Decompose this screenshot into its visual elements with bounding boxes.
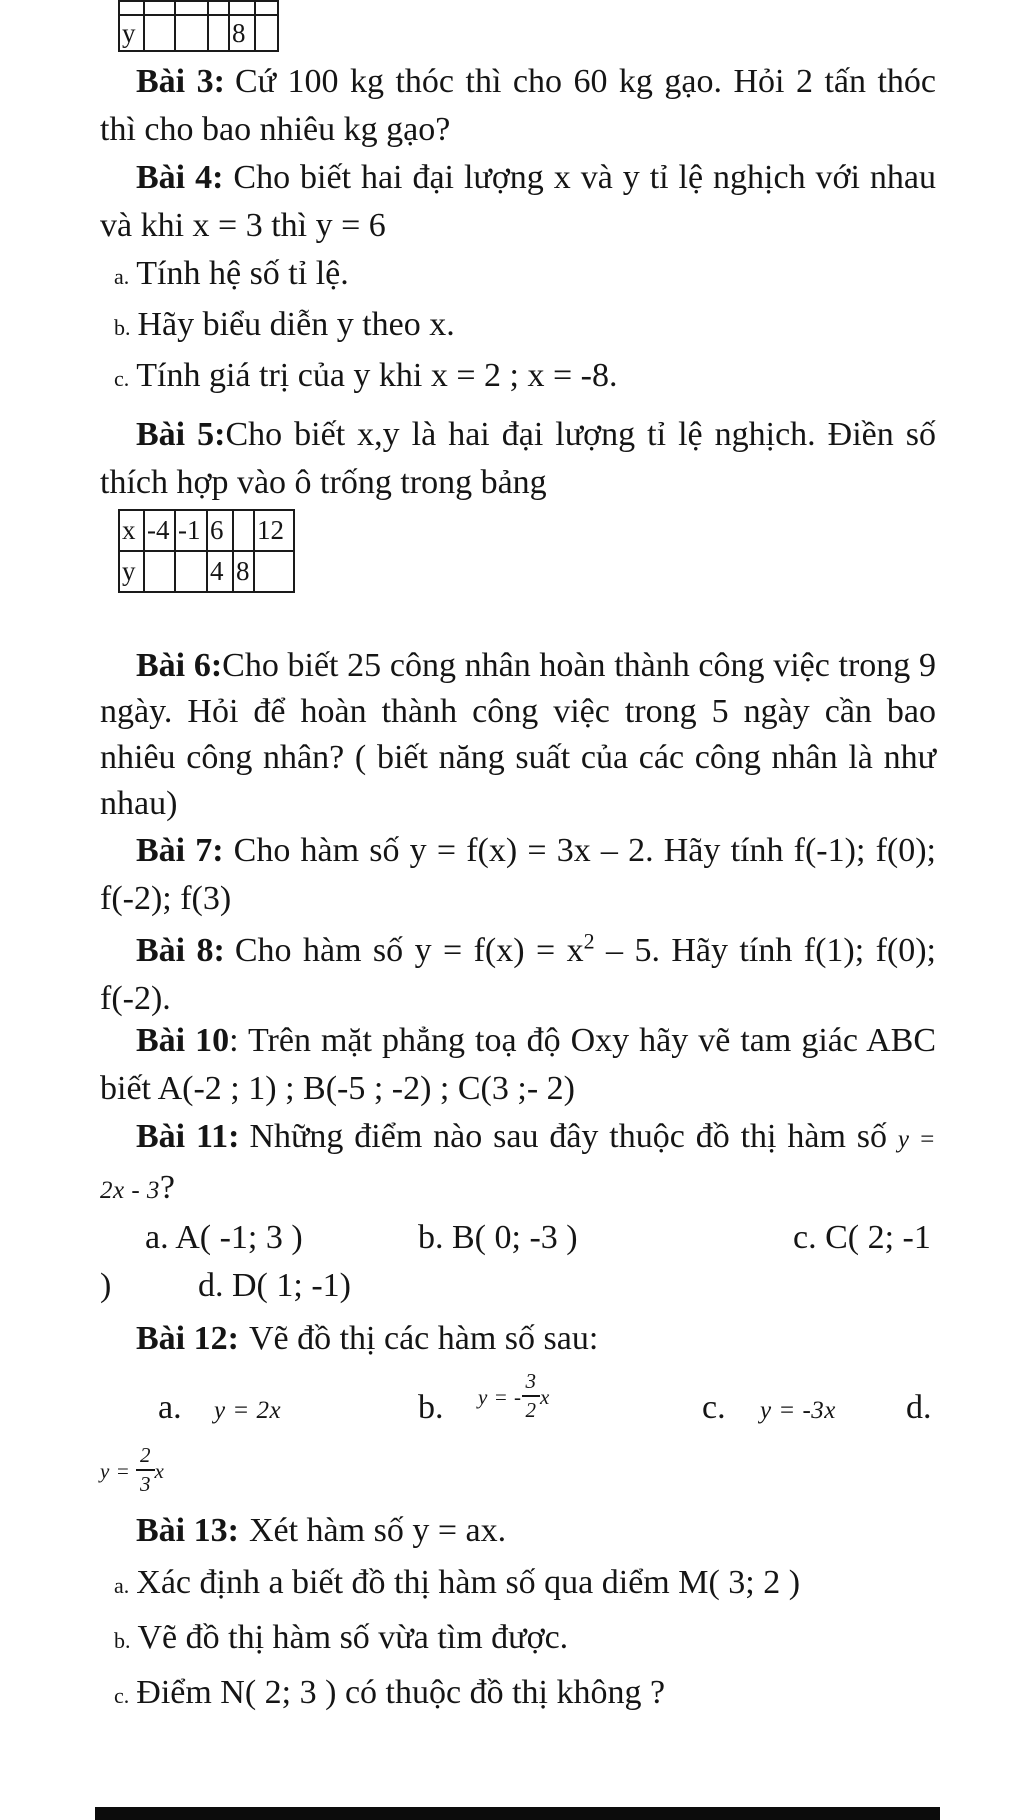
bai11-option-c: c. C( 2; -1: [793, 1219, 931, 1256]
problem-label: Bài 10: [136, 1022, 230, 1059]
cell-x: x: [119, 510, 144, 551]
bai5-table-x-row: x -4 -1 6 12: [119, 510, 294, 551]
item-text: Tính hệ số tỉ lệ.: [136, 255, 349, 292]
exponent: 2: [583, 928, 595, 954]
bai4-item-c: [100, 352, 936, 403]
problem-text: Cho biết hai đại lượng x và y tỉ lệ nghịch với nhau và khi x = 3 thì y = 6: [100, 159, 936, 244]
cell-y: y: [119, 551, 144, 592]
bai12-marker-b: b.: [418, 1389, 444, 1426]
formula-y-2x: y = 2x: [214, 1397, 282, 1424]
item-text: Điểm N( 2; 3 ) có thuộc đồ thị không ?: [136, 1674, 666, 1711]
fraction-3-2: $\frac{3}{2}$: [522, 1371, 541, 1421]
item-marker: c.: [114, 1683, 130, 1708]
item-text: Xác định a biết đồ thị hàm số qua diểm M( 3; 2 ): [136, 1564, 801, 1601]
item-marker: a.: [114, 264, 130, 289]
bai13-item-c: [100, 1669, 936, 1720]
top-table-y-row: [119, 15, 278, 51]
problem-text: – 5. Hãy tính f(1); f(0); f(-2).: [100, 932, 936, 1017]
item-marker: b.: [114, 1628, 131, 1653]
problem-bai5: [100, 411, 936, 507]
bai4-item-a: [100, 250, 936, 301]
top-table-cut-row: [119, 1, 278, 15]
bai5-table-y-row: y 4 8: [119, 551, 294, 592]
formula-y-neg-3x: y = -3x: [760, 1397, 836, 1424]
problem-label: Bài 6:: [136, 647, 223, 684]
bai12-option-d-formula-line: [100, 1445, 936, 1507]
problem-label: Bài 13:: [136, 1512, 239, 1549]
bai13-item-b: [100, 1614, 936, 1665]
problem-bai6: [100, 643, 936, 827]
problem-text: Cứ 100 kg thóc thì cho 60 kg gạo. Hỏi 2 tấn thóc thì cho bao nhiêu kg gạo?: [100, 63, 936, 148]
formula-y-2-3-x: y = $\frac{2}{3}$ x: [100, 1443, 165, 1496]
cell-8: 8: [229, 15, 255, 51]
bai11-option-b: b. B( 0; -3 ): [418, 1219, 578, 1256]
problem-bai8: [100, 927, 936, 1023]
top-table-fragment: [118, 0, 279, 52]
item-text: Hãy biểu diễn y theo x.: [137, 306, 455, 343]
problem-label: Bài 12:: [136, 1320, 239, 1357]
bottom-scan-bar: [95, 1807, 940, 1820]
problem-text: Cho biết x,y là hai đại lượng tỉ lệ nghịch. Điền số thích hợp vào ô trống trong bảng: [100, 416, 936, 501]
item-marker: c.: [114, 366, 130, 391]
bai12-options-line: [100, 1371, 936, 1445]
problem-label: Bài 3:: [136, 63, 225, 100]
problem-label: Bài 4:: [136, 159, 224, 196]
problem-text: Vẽ đồ thị các hàm số sau:: [248, 1320, 599, 1357]
document-page: [100, 0, 936, 1720]
problem-bai10: [100, 1017, 936, 1113]
problem-bai7: [100, 827, 936, 923]
problem-text: Cho biết 25 công nhân hoàn thành công việc trong 9 ngày. Hỏi để hoàn thành công việc trong 5 ngày cần bao nhiêu công nhân? ( biết năng suất của các công nhân là như nhau): [100, 647, 936, 822]
bai11-option-d: d. D( 1; -1): [198, 1267, 351, 1304]
problem-text: Những điểm nào sau đây thuộc đồ thị hàm số: [249, 1118, 888, 1155]
problem-label: Bài 11:: [136, 1118, 240, 1155]
problem-bai4: [100, 154, 936, 250]
bai11-options-line1: [100, 1219, 936, 1267]
problem-label: Bài 8:: [136, 932, 225, 969]
problem-label: Bài 7:: [136, 832, 224, 869]
problem-text: Cho hàm số y = f(x) = 3x – 2. Hãy tính f(-1); f(0); f(-2); f(3): [100, 832, 936, 917]
bai13-item-a: [100, 1559, 936, 1610]
problem-label: Bài 5:: [136, 416, 226, 453]
cell-y: y: [119, 15, 144, 51]
item-marker: b.: [114, 315, 131, 340]
bai5-table: [118, 509, 295, 593]
bai12-marker-c: c.: [702, 1389, 726, 1426]
problem-text: Xét hàm số y = ax.: [248, 1512, 507, 1549]
fraction-2-3: $\frac{2}{3}$: [136, 1445, 155, 1495]
formula-y-neg-3-2-x: y = - $\frac{3}{2}$ x: [478, 1369, 550, 1422]
bai11-option-a: a. A( -1; 3 ): [145, 1219, 303, 1256]
bai12-marker-a: a.: [158, 1389, 182, 1426]
bai11-option-c-close: ): [100, 1267, 112, 1304]
problem-text: : Trên mặt phẳng toạ độ Oxy hãy vẽ tam giác ABC biết A(-2 ; 1) ; B(-5 ; -2) ; C(3 ;- 2): [100, 1022, 937, 1107]
problem-bai11: [100, 1113, 936, 1215]
question-mark: ?: [159, 1169, 176, 1206]
problem-bai13: [100, 1507, 936, 1555]
problem-text: Cho hàm số y = f(x) = x: [234, 932, 584, 969]
bai4-item-b: [100, 301, 936, 352]
formula-y-2x-3: y = 2x - 3: [100, 1126, 937, 1204]
item-text: Tính giá trị của y khi x = 2 ; x = -8.: [136, 357, 618, 394]
item-marker: a.: [114, 1573, 130, 1598]
bai11-options-line2: [100, 1267, 936, 1315]
problem-bai3: [100, 58, 936, 154]
item-text: Vẽ đồ thị hàm số vừa tìm được.: [137, 1619, 569, 1656]
bai12-marker-d: d.: [906, 1389, 932, 1426]
problem-bai12: [100, 1315, 936, 1363]
